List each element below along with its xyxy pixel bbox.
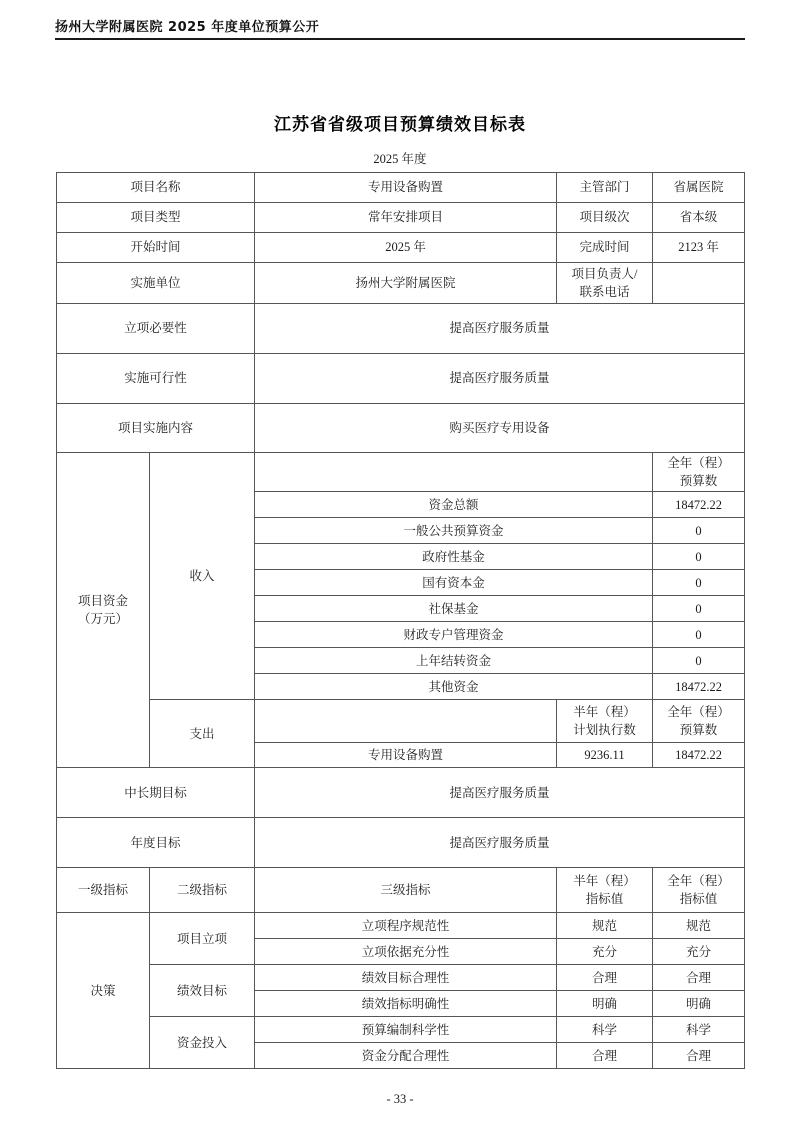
table-row — [57, 913, 745, 939]
annual-header-line1: 全年（程） — [667, 456, 730, 470]
cell-income-label: 收入 — [150, 453, 255, 700]
cell-annual-goal-label: 年度目标 — [57, 818, 255, 868]
cell-annual-goal-value: 提高医疗服务质量 — [255, 818, 745, 868]
cell-indicator-l1-header: 一级指标 — [57, 868, 150, 913]
cell-indicator-l2-header: 二级指标 — [150, 868, 255, 913]
cell-funds-section-label — [57, 453, 150, 768]
table-row — [57, 453, 745, 492]
cell-annual-indicator-value: 合理 — [653, 1043, 745, 1069]
page-number: - 33 - — [386, 1092, 414, 1106]
cell-project-name-label: 项目名称 — [57, 173, 255, 203]
annual-header-line1: 全年（程） — [667, 705, 730, 720]
cell-leader-value — [653, 263, 745, 304]
cell-expense-label: 支出 — [150, 700, 255, 768]
table-row — [57, 700, 745, 743]
cell-level3-indicator: 资金分配合理性 — [255, 1043, 557, 1069]
cell-income-item-value: 18472.22 — [653, 492, 745, 518]
indicator-annual-line2: 指标值 — [679, 892, 718, 907]
cell-income-item-value: 0 — [653, 544, 745, 570]
cell-level-label: 项目级次 — [557, 203, 653, 233]
indicator-semi-line1: 半年（程） — [573, 874, 636, 889]
cell-income-item-value: 0 — [653, 648, 745, 674]
cell-income-item-label: 社保基金 — [255, 596, 653, 622]
budget-performance-table — [56, 172, 745, 1069]
cell-feasibility-label: 实施可行性 — [57, 354, 255, 404]
table-row — [57, 354, 745, 404]
cell-leader-label-line2: 联系电话 — [579, 285, 630, 299]
cell-indicator-semi-header — [557, 868, 653, 913]
table-row — [57, 404, 745, 453]
cell-finish-value: 2123 年 — [653, 233, 745, 263]
cell-content-label: 项目实施内容 — [57, 404, 255, 453]
cell-feasibility-value: 提高医疗服务质量 — [255, 354, 745, 404]
annual-header-line2: 预算数 — [679, 474, 718, 489]
cell-level-value: 省本级 — [653, 203, 745, 233]
cell-income-item-label: 上年结转资金 — [255, 648, 653, 674]
semi-header-line2: 计划执行数 — [573, 723, 636, 738]
cell-semiannual-exec-header — [557, 700, 653, 743]
cell-income-item-value: 18472.22 — [653, 674, 745, 700]
cell-unit-value: 扬州大学附属医院 — [255, 263, 557, 304]
cell-project-type-label: 项目类型 — [57, 203, 255, 233]
cell-level3-indicator: 立项依据充分性 — [255, 939, 557, 965]
cell-level2-indicator: 资金投入 — [150, 1017, 255, 1069]
cell-semi-indicator-value: 合理 — [557, 1043, 653, 1069]
cell-income-item-label: 资金总额 — [255, 492, 653, 518]
cell-necessity-label: 立项必要性 — [57, 304, 255, 354]
cell-income-item-label: 财政专户管理资金 — [255, 622, 653, 648]
page-header: 扬州大学附属医院 2025 年度单位预算公开 — [55, 20, 320, 35]
document-year: 2025 年度 — [373, 152, 427, 166]
cell-indicator-annual-header — [653, 868, 745, 913]
cell-longterm-goal-value: 提高医疗服务质量 — [255, 768, 745, 818]
cell-income-item-value: 0 — [653, 622, 745, 648]
cell-unit-label: 实施单位 — [57, 263, 255, 304]
cell-annual-budget-header — [653, 453, 745, 492]
cell-start-label: 开始时间 — [57, 233, 255, 263]
cell-semi-indicator-value: 科学 — [557, 1017, 653, 1043]
cell-content-value: 购买医疗专用设备 — [255, 404, 745, 453]
cell-income-item-value: 0 — [653, 518, 745, 544]
cell-annual-indicator-value: 合理 — [653, 965, 745, 991]
cell-annual-indicator-value: 科学 — [653, 1017, 745, 1043]
cell-necessity-value: 提高医疗服务质量 — [255, 304, 745, 354]
cell-income-item-label: 政府性基金 — [255, 544, 653, 570]
table-row — [57, 768, 745, 818]
cell-income-item-value: 0 — [653, 596, 745, 622]
cell-dept-label: 主管部门 — [557, 173, 653, 203]
table-row — [57, 868, 745, 913]
table-row — [57, 263, 745, 304]
cell-level3-indicator: 绩效指标明确性 — [255, 991, 557, 1017]
cell-longterm-goal-label: 中长期目标 — [57, 768, 255, 818]
cell-semi-indicator-value: 合理 — [557, 965, 653, 991]
cell-level1-indicator: 决策 — [57, 913, 150, 1069]
cell-leader-label — [557, 263, 653, 304]
document-title: 江苏省省级项目预算绩效目标表 — [274, 115, 526, 134]
indicator-annual-line1: 全年（程） — [667, 874, 730, 889]
cell-annual-indicator-value: 明确 — [653, 991, 745, 1017]
cell-leader-label-line1: 项目负责人/ — [571, 266, 638, 281]
header-divider — [55, 38, 745, 40]
cell-expense-annual-value: 18472.22 — [653, 743, 745, 768]
cell-start-value: 2025 年 — [255, 233, 557, 263]
table-row — [57, 304, 745, 354]
cell-semi-indicator-value: 规范 — [557, 913, 653, 939]
cell-annual-indicator-value: 充分 — [653, 939, 745, 965]
cell-annual-indicator-value: 规范 — [653, 913, 745, 939]
cell-blank — [255, 453, 653, 492]
cell-level2-indicator: 绩效目标 — [150, 965, 255, 1017]
cell-level3-indicator: 立项程序规范性 — [255, 913, 557, 939]
cell-finish-label: 完成时间 — [557, 233, 653, 263]
cell-income-item-label: 国有资本金 — [255, 570, 653, 596]
table-row — [57, 1017, 745, 1043]
cell-expense-item-label: 专用设备购置 — [255, 743, 557, 768]
table-row — [57, 818, 745, 868]
funds-label-line2: （万元） — [77, 612, 128, 627]
annual-header-line2: 预算数 — [679, 723, 718, 738]
cell-income-item-value: 0 — [653, 570, 745, 596]
cell-project-type-value: 常年安排项目 — [255, 203, 557, 233]
cell-project-name-value: 专用设备购置 — [255, 173, 557, 203]
cell-semi-indicator-value: 充分 — [557, 939, 653, 965]
cell-indicator-l3-header: 三级指标 — [255, 868, 557, 913]
cell-blank — [255, 700, 557, 743]
table-row — [57, 173, 745, 203]
cell-income-item-label: 一般公共预算资金 — [255, 518, 653, 544]
cell-level2-indicator: 项目立项 — [150, 913, 255, 965]
cell-expense-semi-value: 9236.11 — [557, 743, 653, 768]
cell-dept-value: 省属医院 — [653, 173, 745, 203]
cell-semi-indicator-value: 明确 — [557, 991, 653, 1017]
cell-income-item-label: 其他资金 — [255, 674, 653, 700]
semi-header-line1: 半年（程） — [573, 705, 636, 720]
table-row — [57, 965, 745, 991]
table-row — [57, 233, 745, 263]
table-row — [57, 203, 745, 233]
cell-level3-indicator: 绩效目标合理性 — [255, 965, 557, 991]
cell-level3-indicator: 预算编制科学性 — [255, 1017, 557, 1043]
cell-annual-budget-header — [653, 700, 745, 743]
indicator-semi-line2: 指标值 — [585, 892, 624, 907]
funds-label-line1: 项目资金 — [77, 594, 128, 608]
